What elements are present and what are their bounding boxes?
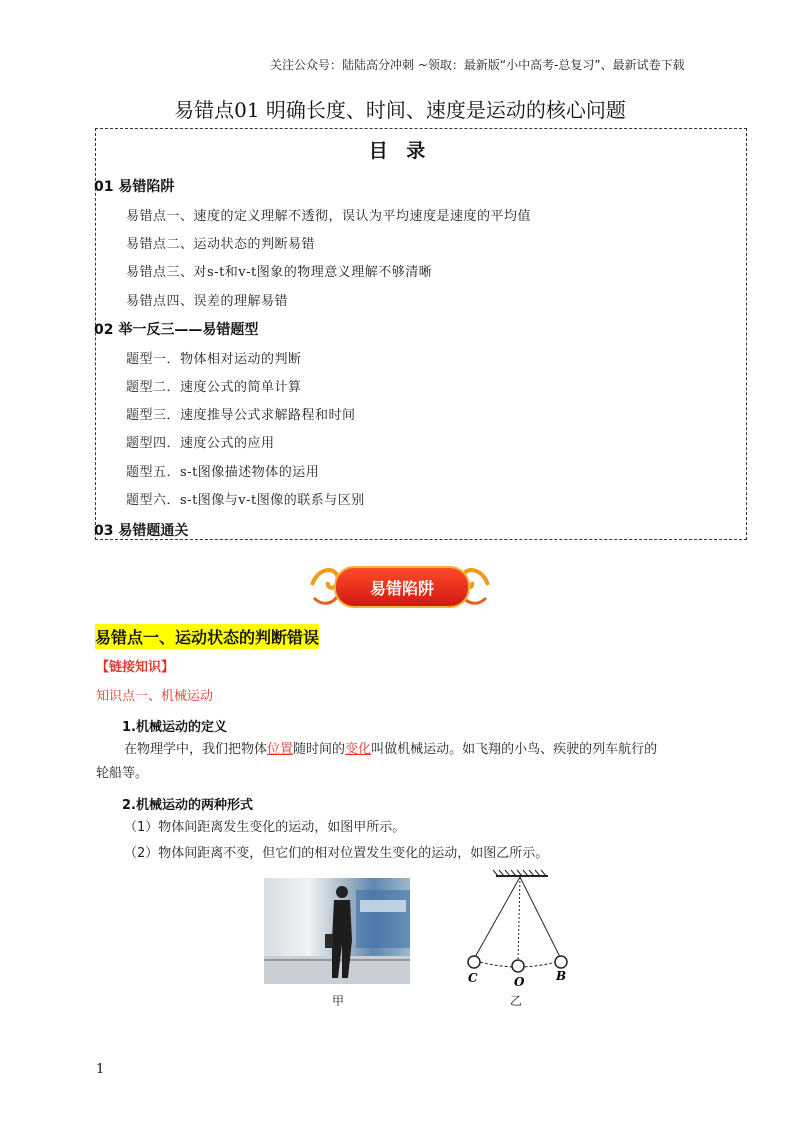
pendulum-diagram <box>460 868 580 988</box>
definition-text-cont: 轮船等。 <box>96 766 149 781</box>
label-o: O <box>514 975 525 988</box>
knowledge-point-title: 知识点一、机械运动 <box>96 689 214 704</box>
page-number: 1 <box>96 1062 105 1077</box>
section-banner <box>308 560 492 610</box>
toc-section-traps: 01 易错陷阱 <box>94 179 175 195</box>
pendulum-bob-b <box>555 956 567 968</box>
toc-item: 题型一．物体相对运动的判断 <box>126 352 302 367</box>
figure-caption-b: 乙 <box>510 994 523 1008</box>
toc-item: 题型四．速度公式的应用 <box>126 436 275 451</box>
train-platform-photo <box>264 878 410 984</box>
label-c: C <box>468 971 478 985</box>
form-item: （2）物体间距离不变，但它们的相对位置发生变化的运动，如图乙所示。 <box>124 846 549 861</box>
toc-item: 题型五．s-t图像描述物体的运用 <box>126 465 320 480</box>
banner-label: 易错陷阱 <box>334 566 470 608</box>
link-knowledge-label: 【链接知识】 <box>96 660 175 675</box>
toc-item: 题型二．速度公式的简单计算 <box>126 380 302 395</box>
pendulum-bob-c <box>468 956 480 968</box>
page-title: 易错点01 明确长度、时间、速度是运动的核心问题 <box>174 98 626 122</box>
highlight-change: 变化 <box>345 742 372 757</box>
toc-item: 题型三．速度推导公式求解路程和时间 <box>126 408 356 423</box>
figure-caption-a: 甲 <box>332 994 345 1008</box>
forms-heading: 2.机械运动的两种形式 <box>122 798 253 813</box>
toc-section-practice: 03 易错题通关 <box>94 523 189 539</box>
pendulum-bob-o <box>512 960 524 972</box>
toc-section-types: 02 举一反三——易错题型 <box>94 322 259 338</box>
header-note: 关注公众号：陆陆高分冲刺 ~领取：最新版“小中高考-总复习”、最新试卷下载 <box>270 58 685 72</box>
toc-item: 易错点二、运动状态的判断易错 <box>126 237 316 252</box>
toc-item: 易错点四、误差的理解易错 <box>126 294 289 309</box>
toc-heading: 目 录 <box>368 140 432 162</box>
toc-item: 易错点三、对s-t和v-t图象的物理意义理解不够清晰 <box>126 265 433 280</box>
definition-heading: 1.机械运动的定义 <box>122 720 227 735</box>
toc-item: 题型六．s-t图像与v-t图像的联系与区别 <box>126 493 365 508</box>
form-item: （1）物体间距离发生变化的运动，如图甲所示。 <box>124 820 406 835</box>
definition-text <box>124 738 657 762</box>
person-silhouette-icon <box>264 878 410 984</box>
label-b: B <box>556 969 567 983</box>
section-heading: 易错点一、运动状态的判断错误 <box>95 624 319 649</box>
highlight-position: 位置 <box>267 742 294 757</box>
toc-item: 易错点一、速度的定义理解不透彻，误认为平均速度是速度的平均值 <box>126 209 532 224</box>
text-span: 随时间的 <box>293 742 346 757</box>
text-span: 在物理学中，我们把物体 <box>124 742 268 757</box>
text-span: 叫做机械运动。如飞翔的小鸟、疾驶的列车航行的 <box>371 742 658 757</box>
